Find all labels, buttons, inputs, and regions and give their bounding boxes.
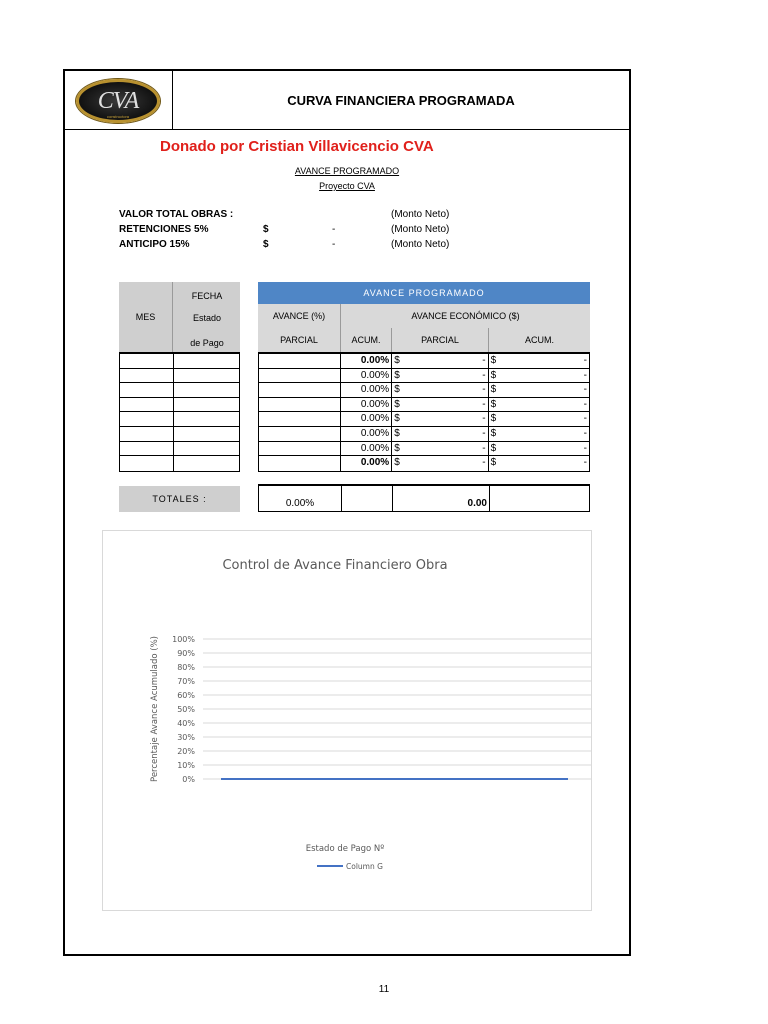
y-tick-label: 60% bbox=[177, 691, 195, 700]
currency-symbol: $ bbox=[490, 413, 497, 425]
parcial-pct-cell[interactable] bbox=[259, 398, 341, 412]
acum-pct-cell: 0.00% bbox=[341, 398, 392, 412]
parcial-eco-cell bbox=[392, 383, 488, 397]
parcial-eco-value: - bbox=[482, 369, 486, 381]
y-tick-label: 40% bbox=[177, 719, 195, 728]
project-name: Proyecto CVA bbox=[319, 181, 375, 191]
table-row bbox=[120, 412, 239, 427]
currency-symbol: $ bbox=[490, 442, 497, 454]
table-row bbox=[120, 456, 239, 471]
value-retenciones: - bbox=[332, 224, 336, 235]
estado-cell[interactable] bbox=[174, 354, 239, 368]
parcial-eco-cell bbox=[392, 398, 488, 412]
x-axis-label: Estado de Pago Nº bbox=[305, 844, 385, 854]
parcial-pct-cell[interactable] bbox=[259, 383, 341, 397]
acum-eco-cell bbox=[489, 398, 589, 412]
header-avance-pct: AVANCE (%) bbox=[258, 304, 341, 328]
header bbox=[65, 71, 629, 130]
acum-eco-cell bbox=[489, 427, 589, 441]
currency-symbol: $ bbox=[394, 457, 400, 469]
currency-anticipo: $ bbox=[263, 239, 269, 250]
currency-symbol: $ bbox=[394, 398, 400, 410]
table-row bbox=[259, 412, 589, 427]
acum-eco-cell bbox=[489, 456, 589, 471]
parcial-pct-cell[interactable] bbox=[259, 442, 341, 456]
logo-text: CVA bbox=[97, 88, 139, 114]
currency-symbol: $ bbox=[490, 398, 497, 410]
table-row bbox=[259, 369, 589, 384]
currency-symbol: $ bbox=[490, 369, 497, 381]
right-table bbox=[258, 282, 590, 472]
table-row bbox=[259, 456, 589, 471]
left-table-body bbox=[119, 352, 240, 472]
acum-eco-value: - bbox=[583, 355, 587, 366]
page-number: 11 bbox=[378, 984, 390, 995]
table-row bbox=[259, 442, 589, 457]
table-row bbox=[259, 383, 589, 398]
estado-cell[interactable] bbox=[174, 412, 239, 426]
acum-pct-cell: 0.00% bbox=[341, 427, 392, 441]
parcial-eco-value: - bbox=[482, 413, 486, 425]
table-row bbox=[120, 442, 239, 457]
avance-programado-header: AVANCE PROGRAMADO bbox=[258, 282, 590, 304]
mes-cell[interactable] bbox=[120, 369, 174, 383]
acum-pct-cell: 0.00% bbox=[341, 354, 392, 368]
col-acum-pct: ACUM. bbox=[341, 328, 392, 352]
acum-pct-cell: 0.00% bbox=[341, 456, 392, 471]
mes-cell[interactable] bbox=[120, 398, 174, 412]
parcial-eco-value: - bbox=[482, 427, 486, 439]
parcial-eco-cell bbox=[392, 442, 488, 456]
parcial-pct-cell[interactable] bbox=[259, 456, 341, 471]
right-table-columns bbox=[258, 328, 590, 352]
label-anticipo: ANTICIPO 15% bbox=[119, 239, 190, 250]
col-acum-eco: ACUM. bbox=[525, 335, 554, 345]
y-tick-label: 100% bbox=[172, 635, 195, 644]
mes-cell[interactable] bbox=[120, 354, 174, 368]
estado-cell[interactable] bbox=[174, 398, 239, 412]
parcial-eco-value: - bbox=[482, 398, 486, 410]
parcial-eco-value: - bbox=[482, 457, 486, 469]
acum-eco-value: - bbox=[583, 384, 587, 396]
parcial-pct-cell[interactable] bbox=[259, 354, 341, 368]
y-tick-label: 0% bbox=[182, 775, 195, 784]
chart-container bbox=[102, 530, 592, 911]
parcial-pct-cell[interactable] bbox=[259, 412, 341, 426]
parcial-eco-cell bbox=[392, 456, 488, 471]
mes-cell[interactable] bbox=[120, 427, 174, 441]
logo-cell bbox=[65, 71, 173, 130]
mes-cell[interactable] bbox=[120, 383, 174, 397]
acum-pct-cell: 0.00% bbox=[341, 442, 392, 456]
acum-eco-value: - bbox=[583, 457, 587, 469]
estado-cell[interactable] bbox=[174, 456, 239, 471]
logo-subtext: constructora bbox=[106, 114, 129, 119]
document-frame bbox=[63, 69, 631, 956]
parcial-eco-cell bbox=[392, 427, 488, 441]
table-row bbox=[259, 398, 589, 413]
currency-symbol: $ bbox=[394, 355, 400, 366]
header-mes: MES bbox=[119, 282, 173, 352]
currency-symbol: $ bbox=[394, 427, 400, 439]
acum-eco-cell bbox=[489, 442, 589, 456]
chart-title: Control de Avance Financiero Obra bbox=[222, 558, 448, 573]
total-blank-2 bbox=[490, 486, 589, 511]
right-table-subheader bbox=[258, 304, 590, 328]
acum-eco-cell bbox=[489, 412, 589, 426]
legend-label: Column G bbox=[346, 862, 383, 871]
note-valor-total: (Monto Neto) bbox=[391, 209, 450, 220]
acum-eco-cell bbox=[489, 383, 589, 397]
mes-cell[interactable] bbox=[120, 412, 174, 426]
y-tick-label: 90% bbox=[177, 649, 195, 658]
total-blank bbox=[342, 486, 393, 511]
note-retenciones: (Monto Neto) bbox=[391, 224, 450, 235]
table-row bbox=[120, 354, 239, 369]
header-avance-economico: AVANCE ECONÓMICO ($) bbox=[411, 311, 520, 321]
right-table-body bbox=[258, 352, 590, 472]
y-tick-label: 80% bbox=[177, 663, 195, 672]
header-de-pago: de Pago bbox=[190, 338, 224, 348]
header-estado: Estado bbox=[192, 313, 222, 323]
estado-cell[interactable] bbox=[174, 383, 239, 397]
left-table-header bbox=[119, 282, 240, 352]
parcial-eco-value: - bbox=[482, 355, 486, 366]
acum-eco-value: - bbox=[583, 369, 587, 381]
y-tick-label: 50% bbox=[177, 705, 195, 714]
acum-eco-value: - bbox=[583, 398, 587, 410]
currency-symbol: $ bbox=[490, 384, 497, 396]
table-row bbox=[120, 427, 239, 442]
y-tick-label: 70% bbox=[177, 677, 195, 686]
total-pct: 0.00% bbox=[259, 486, 342, 511]
chart-svg bbox=[103, 531, 593, 912]
acum-eco-value: - bbox=[583, 442, 587, 454]
acum-eco-cell bbox=[489, 354, 589, 368]
currency-symbol: $ bbox=[394, 369, 400, 381]
estado-cell[interactable] bbox=[174, 369, 239, 383]
y-tick-label: 30% bbox=[177, 733, 195, 742]
col-parcial-eco: PARCIAL bbox=[392, 328, 489, 352]
col-parcial-pct: PARCIAL bbox=[258, 328, 341, 352]
total-eco: 0.00 bbox=[393, 486, 490, 511]
acum-eco-cell bbox=[489, 369, 589, 383]
totales-label: TOTALES : bbox=[119, 486, 240, 512]
label-valor-total: VALOR TOTAL OBRAS : bbox=[119, 209, 234, 220]
table-row bbox=[120, 383, 239, 398]
cva-logo bbox=[76, 79, 160, 123]
currency-symbol: $ bbox=[490, 355, 497, 366]
value-anticipo: - bbox=[332, 239, 336, 250]
label-retenciones: RETENCIONES 5% bbox=[119, 224, 209, 235]
table-row bbox=[120, 398, 239, 413]
table-row bbox=[259, 354, 589, 369]
document-title: CURVA FINANCIERA PROGRAMADA bbox=[287, 93, 515, 108]
parcial-eco-value: - bbox=[482, 442, 486, 454]
estado-cell[interactable] bbox=[174, 442, 239, 456]
parcial-eco-cell bbox=[392, 354, 488, 368]
mes-cell[interactable] bbox=[120, 456, 174, 471]
parcial-eco-cell bbox=[392, 369, 488, 383]
table-row bbox=[120, 369, 239, 384]
table-row bbox=[259, 427, 589, 442]
acum-pct-cell: 0.00% bbox=[341, 412, 392, 426]
parcial-eco-value: - bbox=[482, 384, 486, 396]
right-table-totals bbox=[258, 484, 590, 512]
estado-cell[interactable] bbox=[174, 427, 239, 441]
donado-banner: Donado por Cristian Villavicencio CVA bbox=[160, 138, 434, 155]
acum-pct-cell: 0.00% bbox=[341, 369, 392, 383]
currency-symbol: $ bbox=[490, 457, 497, 469]
acum-pct-cell: 0.00% bbox=[341, 383, 392, 397]
parcial-pct-cell[interactable] bbox=[259, 369, 341, 383]
acum-eco-value: - bbox=[583, 427, 587, 439]
note-anticipo: (Monto Neto) bbox=[391, 239, 450, 250]
currency-symbol: $ bbox=[394, 413, 400, 425]
section-subtitle: AVANCE PROGRAMADO bbox=[294, 166, 400, 176]
y-tick-label: 10% bbox=[177, 761, 195, 770]
currency-symbol: $ bbox=[394, 442, 400, 454]
y-tick-label: 20% bbox=[177, 747, 195, 756]
header-fecha: FECHA bbox=[191, 291, 223, 301]
currency-symbol: $ bbox=[490, 427, 497, 439]
currency-retenciones: $ bbox=[263, 224, 269, 235]
currency-symbol: $ bbox=[394, 384, 400, 396]
parcial-pct-cell[interactable] bbox=[259, 427, 341, 441]
left-table bbox=[119, 282, 240, 472]
y-axis-label: Percentaje Avance Acumulado (%) bbox=[150, 635, 160, 783]
parcial-eco-cell bbox=[392, 412, 488, 426]
mes-cell[interactable] bbox=[120, 442, 174, 456]
acum-eco-value: - bbox=[583, 413, 587, 425]
